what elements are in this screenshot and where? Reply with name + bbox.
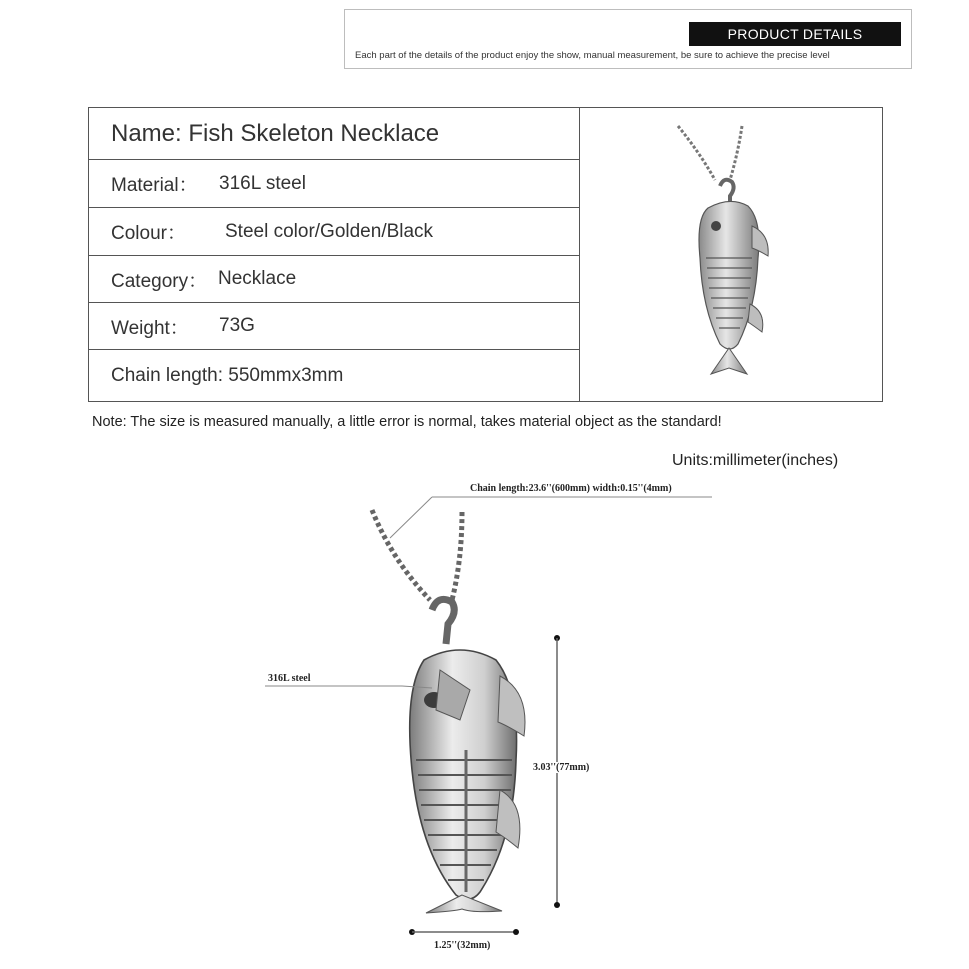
spec-key-category: Category： — [111, 270, 208, 292]
spec-value-category: Necklace — [218, 268, 297, 289]
spec-value-weight: 73G — [219, 315, 255, 336]
hook-icon — [432, 599, 454, 644]
spec-key-weight: Weight： — [111, 317, 189, 339]
chain-icon — [372, 510, 462, 600]
height-label: 3.03''(77mm) — [533, 762, 590, 773]
width-label: 1.25''(32mm) — [434, 940, 491, 951]
measurement-note: Note: The size is measured manually, a little error is normal, takes material object as the standard! — [92, 414, 722, 430]
spec-value-colour: Steel color/Golden/Black — [225, 220, 434, 242]
spec-key-material: Material： — [111, 175, 198, 196]
banner-subtitle: Each part of the details of the product enjoy the show, manual measurement, be sure to achieve the precise level — [355, 50, 830, 61]
width-dimension-line — [409, 929, 519, 935]
spec-value-material: 316L steel — [219, 172, 306, 194]
chain-length-label: Chain length:23.6''(600mm) width:0.15''(4mm) — [470, 483, 672, 494]
material-label: 316L steel — [268, 673, 311, 684]
spec-value-chain-length: 550mmx3mm — [228, 364, 344, 386]
chain-leader-line — [390, 497, 432, 538]
units-label: Units:millimeter(inches) — [672, 452, 839, 469]
product-name: Name: Fish Skeleton Necklace — [111, 119, 440, 147]
spec-key-colour: Colour： — [111, 223, 186, 244]
banner-title: PRODUCT DETAILS — [689, 22, 901, 46]
fish-skeleton-pendant-icon — [410, 650, 525, 913]
spec-key-chain-length: Chain length: — [111, 364, 229, 386]
